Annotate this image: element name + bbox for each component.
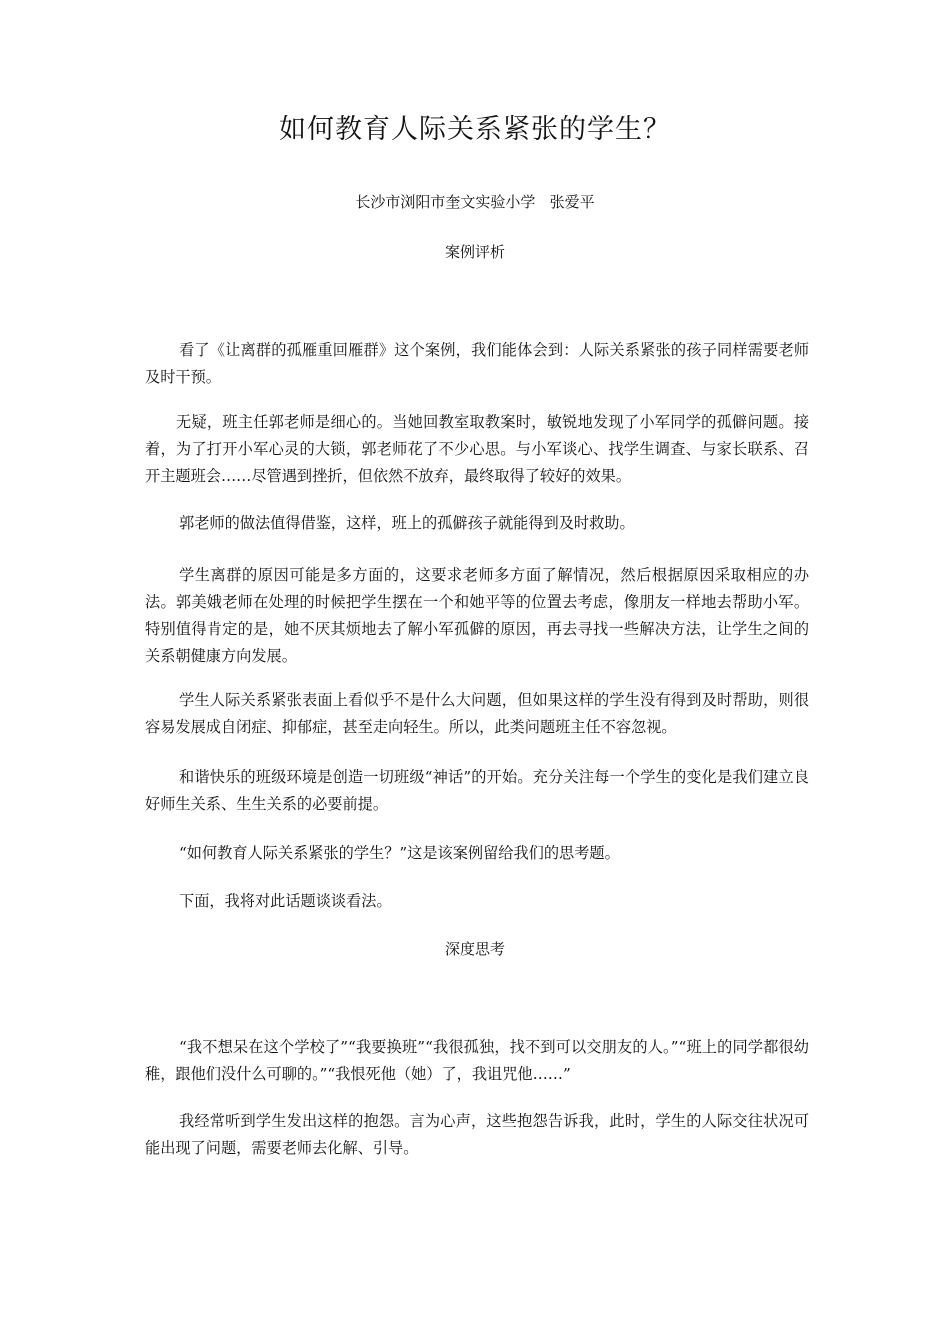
paragraph: 学生离群的原因可能是多方面的，这要求老师多方面了解情况，然后根据原因采取相应的办法。郭美娥老师在处理的时候把学生摆在一个和她平等的位置去考虑，像朋友一样地去帮助小军。特别值得肯定的是，她不厌其烦地去了解小军孤僻的原因，再去寻找一些解决方法，让学生之间的关系朝健康方向发展。 xyxy=(145,566,809,665)
paragraph: “如何教育人际关系紧张的学生？”这是该案例留给我们的思考题。 xyxy=(179,844,620,862)
paragraph: 学生人际关系紧张表面上看似乎不是什么大问题，但如果这样的学生没有得到及时帮助，则很容易发展成自闭症、抑郁症，甚至走向轻生。所以，此类问题班主任不容忽视。 xyxy=(145,691,809,736)
paragraph: “我不想呆在这个学校了”“我要换班”“我很孤独，找不到可以交朋友的人。”“班上的同学都很幼稚，跟他们没什么可聊的。”“我恨死他（她）了，我诅咒他……” xyxy=(145,1038,809,1083)
paragraph: 无疑，班主任郭老师是细心的。当她回教室取教案时，敏锐地发现了小军同学的孤僻问题。接着，为了打开小军心灵的大锁，郭老师花了不少心思。与小军谈心、找学生调查、与家长联系、召开主题班会……尽管遇到挫折，但依然不放弃，最终取得了较好的效果。 xyxy=(145,413,809,485)
document-title: 如何教育人际关系紧张的学生？ xyxy=(279,114,671,145)
section-heading-deep-thinking: 深度思考 xyxy=(444,940,505,958)
author-line: 长沙市浏阳市奎文实验小学 张爱平 xyxy=(355,193,595,211)
paragraph: 看了《让离群的孤雁重回雁群》这个案例，我们能体会到：人际关系紧张的孩子同样需要老师及时干预。 xyxy=(145,341,809,386)
paragraph: 和谐快乐的班级环境是创造一切班级“神话”的开始。充分关注每一个学生的变化是我们建立良好师生关系、生生关系的必要前提。 xyxy=(145,768,809,813)
paragraph: 我经常听到学生发出这样的抱怨。言为心声，这些抱怨告诉我，此时，学生的人际交往状况可能出现了问题，需要老师去化解、引导。 xyxy=(145,1112,809,1157)
section-heading-case-analysis: 案例评析 xyxy=(444,243,505,261)
paragraph: 郭老师的做法值得借鉴，这样，班上的孤僻孩子就能得到及时救助。 xyxy=(179,514,635,532)
paragraph: 下面，我将对此话题谈谈看法。 xyxy=(179,892,392,910)
